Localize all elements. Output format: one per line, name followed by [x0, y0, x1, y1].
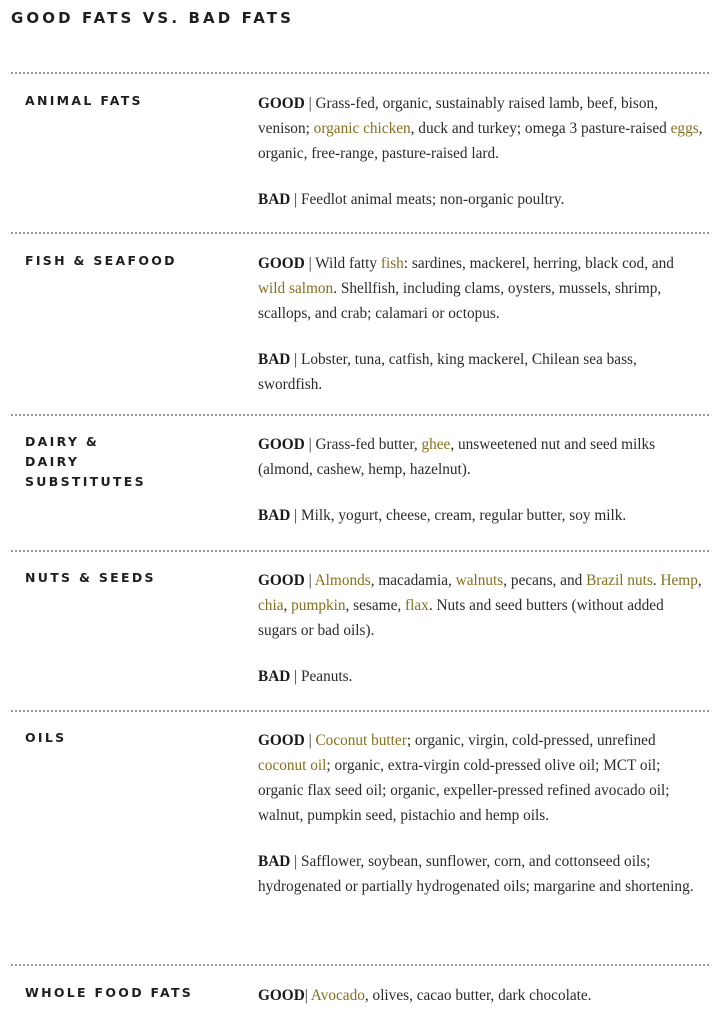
food-link[interactable]: Avocado — [310, 987, 365, 1004]
description-text: . Nuts and seed butters (without added sugars or bad oils). — [258, 597, 664, 639]
bad-paragraph — [258, 347, 703, 397]
category-content — [258, 983, 703, 1008]
food-link[interactable]: coconut oil — [258, 757, 327, 774]
bad-paragraph — [258, 187, 703, 212]
description-text: . Shellfish, including clams, oysters, mussels, shrimp, scallops, and crab; calamari or octopus. — [258, 280, 662, 322]
description-text: | Grass-fed butter, — [304, 436, 422, 453]
description-text: , — [283, 597, 292, 614]
food-link[interactable]: eggs — [670, 120, 699, 137]
category-label: NUTS & SEEDS — [25, 570, 156, 585]
bad-paragraph — [258, 503, 703, 528]
description-text: | Peanuts. — [290, 668, 353, 685]
category-label: OILS — [25, 730, 67, 745]
description-text: | Grass-fed, organic, sustainably raised lamb, beef, bison, venison; — [258, 95, 658, 137]
category-content — [258, 728, 703, 899]
description-text: | Wild fatty — [304, 255, 381, 272]
category-content — [258, 432, 703, 528]
section-divider — [11, 550, 709, 552]
food-link[interactable]: Coconut butter — [315, 732, 407, 749]
description-text: , duck and turkey; omega 3 pasture-raised — [410, 120, 671, 137]
good-paragraph — [258, 432, 703, 482]
food-link[interactable]: Hemp — [660, 572, 698, 589]
description-text: , — [697, 572, 702, 589]
description-text: : sardines, mackerel, herring, black cod, and — [403, 255, 674, 272]
good-paragraph — [258, 568, 703, 643]
description-text: | — [304, 732, 316, 749]
good-label: GOOD — [258, 255, 305, 272]
description-text: , organic, free-range, pasture-raised lard. — [258, 120, 703, 162]
description-text: | Milk, yogurt, cheese, cream, regular butter, soy milk. — [290, 507, 627, 524]
description-text: ; organic, extra-virgin cold-pressed olive oil; MCT oil; organic flax seed oil; organic, expeller-pressed refined avocado oil; walnut, pumpkin seed, pistachio and hemp oils. — [258, 757, 670, 824]
good-label: GOOD — [258, 436, 305, 453]
food-link[interactable]: walnuts — [455, 572, 504, 589]
section-divider — [11, 964, 709, 966]
category-label: DAIRY & DAIRY SUBSTITUTES — [25, 434, 146, 489]
bad-label: BAD — [258, 351, 291, 368]
good-paragraph — [258, 728, 703, 828]
category-content — [258, 568, 703, 689]
description-text: | — [304, 987, 311, 1004]
good-paragraph — [258, 983, 703, 1008]
food-link[interactable]: chia — [258, 597, 284, 614]
description-text: , macadamia, — [370, 572, 456, 589]
category-content — [258, 91, 703, 212]
section-divider — [11, 414, 709, 416]
bad-label: BAD — [258, 853, 291, 870]
good-paragraph — [258, 251, 703, 326]
category-content — [258, 251, 703, 397]
food-link[interactable]: ghee — [421, 436, 451, 453]
food-link[interactable]: flax — [405, 597, 429, 614]
description-text: ; organic, virgin, cold-pressed, unrefined — [406, 732, 656, 749]
description-text: , pecans, and — [503, 572, 587, 589]
food-link[interactable]: organic chicken — [313, 120, 411, 137]
description-text: , sesame, — [345, 597, 406, 614]
good-paragraph — [258, 91, 703, 166]
good-label: GOOD — [258, 987, 305, 1004]
page-title: GOOD FATS VS. BAD FATS — [11, 9, 294, 27]
description-text: , olives, cacao butter, dark chocolate. — [364, 987, 592, 1004]
food-link[interactable]: wild salmon — [258, 280, 334, 297]
food-link[interactable]: Almonds — [314, 572, 371, 589]
bad-paragraph — [258, 664, 703, 689]
category-label: FISH & SEAFOOD — [25, 253, 177, 268]
bad-label: BAD — [258, 668, 291, 685]
description-text: | — [304, 572, 315, 589]
description-text: . — [652, 572, 661, 589]
good-label: GOOD — [258, 732, 305, 749]
bad-label: BAD — [258, 507, 291, 524]
bad-paragraph — [258, 849, 703, 899]
section-divider — [11, 72, 709, 74]
good-label: GOOD — [258, 95, 305, 112]
food-link[interactable]: Brazil nuts — [586, 572, 653, 589]
good-label: GOOD — [258, 572, 305, 589]
section-divider — [11, 710, 709, 712]
description-text: | Lobster, tuna, catfish, king mackerel, Chilean sea bass, swordfish. — [258, 351, 637, 393]
category-label: ANIMAL FATS — [25, 93, 143, 108]
food-link[interactable]: pumpkin — [291, 597, 346, 614]
description-text: | Safflower, soybean, sunflower, corn, and cottonseed oils; hydrogenated or partially hydrogenated oils; margarine and shortening. — [258, 853, 694, 895]
category-label: WHOLE FOOD FATS — [25, 985, 194, 1000]
description-text: | Feedlot animal meats; non-organic poultry. — [290, 191, 565, 208]
bad-label: BAD — [258, 191, 291, 208]
food-link[interactable]: fish — [380, 255, 404, 272]
description-text: , unsweetened nut and seed milks (almond, cashew, hemp, hazelnut). — [258, 436, 656, 478]
section-divider — [11, 232, 709, 234]
